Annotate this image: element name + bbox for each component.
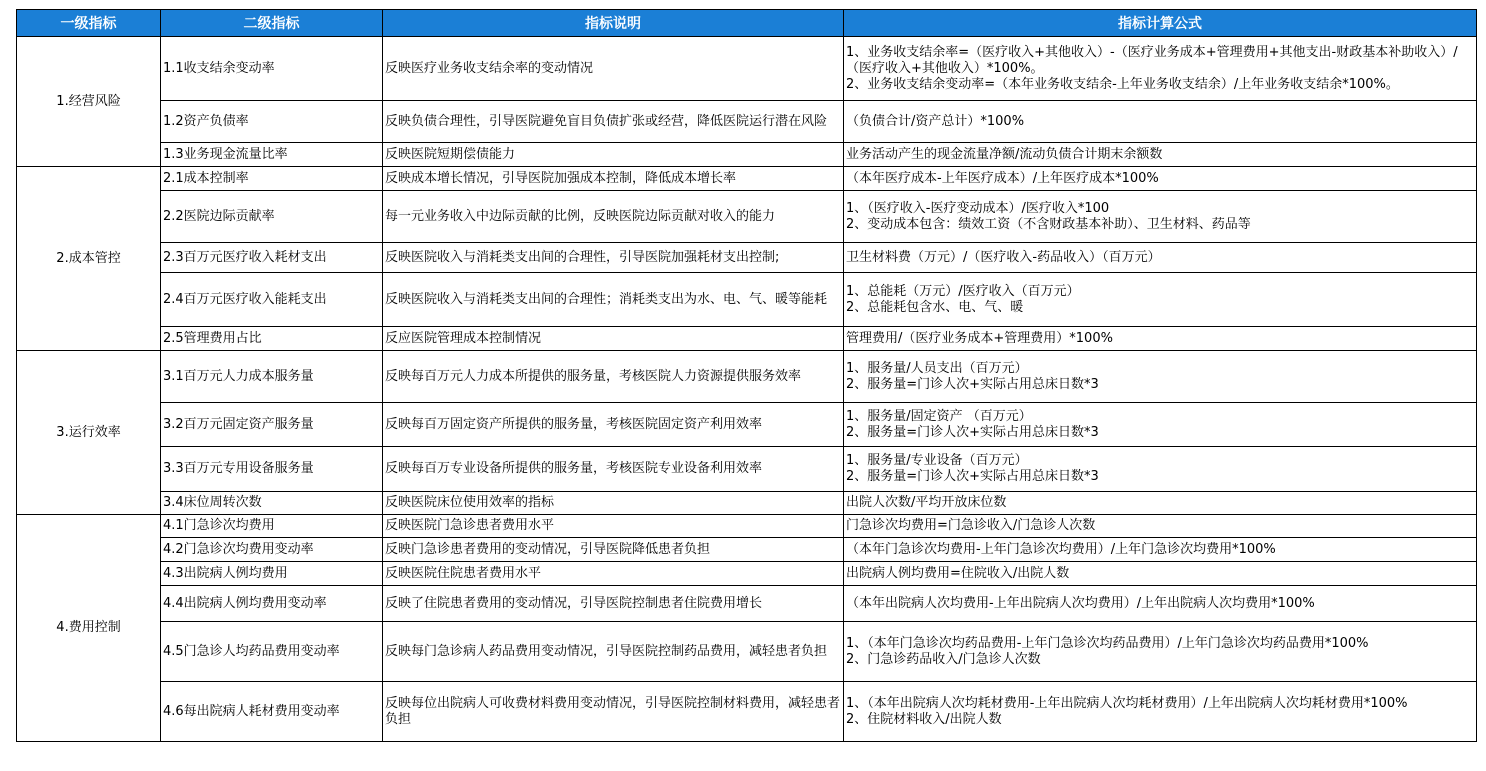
table-row	[17, 167, 1477, 191]
level2-indicator: 4.3出院病人例均费用	[161, 562, 383, 586]
header-row	[17, 10, 1477, 37]
indicator-formula: 1、（医疗收入-医疗变动成本）/医疗收入*100 2、变动成本包含：绩效工资（不含财政基本补助）、卫生材料、药品等	[844, 191, 1477, 243]
table-row	[17, 622, 1477, 682]
level1-category: 4.费用控制	[17, 515, 161, 742]
indicator-formula: 1、总能耗（万元）/医疗收入（百万元） 2、总能耗包含水、电、气、暖	[844, 273, 1477, 327]
table-row	[17, 586, 1477, 622]
table-row	[17, 562, 1477, 586]
level1-category: 1.经营风险	[17, 37, 161, 167]
indicator-description: 反映医院门急诊患者费用水平	[383, 515, 844, 538]
indicator-formula: 1、（本年出院病人次均耗材费用-上年出院病人次均耗材费用）/上年出院病人次均耗材费用*100% 2、住院材料收入/出院人数	[844, 682, 1477, 742]
table-row	[17, 37, 1477, 101]
level2-indicator: 2.1成本控制率	[161, 167, 383, 191]
indicator-formula: 管理费用/（医疗业务成本+管理费用）*100%	[844, 327, 1477, 351]
indicator-formula: 业务活动产生的现金流量净额/流动负债合计期末余额数	[844, 143, 1477, 167]
indicator-description: 反映医院住院患者费用水平	[383, 562, 844, 586]
indicator-formula: 1、业务收支结余率=（医疗收入+其他收入）-（医疗业务成本+管理费用+其他支出-财政基本补助收入）/（医疗收入+其他收入）*100%。 2、业务收支结余变动率=（本年业务收支结余-上年业务收支结余）/上年业务收支结余*100%。	[844, 37, 1477, 101]
level2-indicator: 1.1收支结余变动率	[161, 37, 383, 101]
header-level1: 一级指标	[17, 10, 161, 37]
level2-indicator: 4.1门急诊次均费用	[161, 515, 383, 538]
level2-indicator: 4.5门急诊人均药品费用变动率	[161, 622, 383, 682]
indicator-description: 反映医院收入与消耗类支出间的合理性，引导医院加强耗材支出控制;	[383, 243, 844, 273]
table-row	[17, 327, 1477, 351]
level2-indicator: 3.2百万元固定资产服务量	[161, 403, 383, 447]
table-row	[17, 101, 1477, 143]
table-row	[17, 143, 1477, 167]
indicator-formula: 门急诊次均费用=门急诊收入/门急诊人次数	[844, 515, 1477, 538]
indicator-formula: 出院病人例均费用=住院收入/出院人数	[844, 562, 1477, 586]
indicator-formula: 1、服务量/人员支出（百万元） 2、服务量=门诊人次+实际占用总床日数*3	[844, 351, 1477, 403]
indicator-table	[16, 9, 1477, 742]
table-row	[17, 682, 1477, 742]
header-formula: 指标计算公式	[844, 10, 1477, 37]
table-row	[17, 191, 1477, 243]
table-row	[17, 538, 1477, 562]
level2-indicator: 2.4百万元医疗收入能耗支出	[161, 273, 383, 327]
indicator-formula: （本年门急诊次均费用-上年门急诊次均费用）/上年门急诊次均费用*100%	[844, 538, 1477, 562]
table-row	[17, 515, 1477, 538]
table-row	[17, 447, 1477, 492]
indicator-formula: （本年医疗成本-上年医疗成本）/上年医疗成本*100%	[844, 167, 1477, 191]
level2-indicator: 2.3百万元医疗收入耗材支出	[161, 243, 383, 273]
level2-indicator: 4.4出院病人例均费用变动率	[161, 586, 383, 622]
indicator-formula: （本年出院病人次均费用-上年出院病人次均费用）/上年出院病人次均费用*100%	[844, 586, 1477, 622]
indicator-description: 反映每百万元人力成本所提供的服务量，考核医院人力资源提供服务效率	[383, 351, 844, 403]
level1-category: 2.成本管控	[17, 167, 161, 351]
level2-indicator: 1.2资产负债率	[161, 101, 383, 143]
indicator-description: 反映门急诊患者费用的变动情况，引导医院降低患者负担	[383, 538, 844, 562]
level2-indicator: 2.2医院边际贡献率	[161, 191, 383, 243]
indicator-description: 反映医院收入与消耗类支出间的合理性；消耗类支出为水、电、气、暖等能耗	[383, 273, 844, 327]
level2-indicator: 3.1百万元人力成本服务量	[161, 351, 383, 403]
indicator-formula: 出院人次数/平均开放床位数	[844, 492, 1477, 515]
table-row	[17, 243, 1477, 273]
table-row	[17, 351, 1477, 403]
level2-indicator: 4.2门急诊次均费用变动率	[161, 538, 383, 562]
indicator-description: 反映医院短期偿债能力	[383, 143, 844, 167]
indicator-description: 每一元业务收入中边际贡献的比例，反映医院边际贡献对收入的能力	[383, 191, 844, 243]
indicator-description: 反映每位出院病人可收费材料费用变动情况，引导医院控制材料费用，减轻患者负担	[383, 682, 844, 742]
indicator-description: 反映医院床位使用效率的指标	[383, 492, 844, 515]
table-row	[17, 273, 1477, 327]
level2-indicator: 3.4床位周转次数	[161, 492, 383, 515]
indicator-description: 反映了住院患者费用的变动情况，引导医院控制患者住院费用增长	[383, 586, 844, 622]
level2-indicator: 3.3百万元专用设备服务量	[161, 447, 383, 492]
level1-category: 3.运行效率	[17, 351, 161, 515]
indicator-description: 反映每门急诊病人药品费用变动情况，引导医院控制药品费用，减轻患者负担	[383, 622, 844, 682]
header-level2: 二级指标	[161, 10, 383, 37]
indicator-formula: 1、服务量/专业设备（百万元） 2、服务量=门诊人次+实际占用总床日数*3	[844, 447, 1477, 492]
indicator-formula: （负债合计/资产总计）*100%	[844, 101, 1477, 143]
level2-indicator: 1.3业务现金流量比率	[161, 143, 383, 167]
level2-indicator: 2.5管理费用占比	[161, 327, 383, 351]
table-row	[17, 403, 1477, 447]
indicator-description: 反映成本增长情况，引导医院加强成本控制，降低成本增长率	[383, 167, 844, 191]
indicator-description: 反映每百万固定资产所提供的服务量，考核医院固定资产利用效率	[383, 403, 844, 447]
indicator-formula: 1、（本年门急诊次均药品费用-上年门急诊次均药品费用）/上年门急诊次均药品费用*100% 2、门急诊药品收入/门急诊人次数	[844, 622, 1477, 682]
indicator-formula: 1、服务量/固定资产 （百万元） 2、服务量=门诊人次+实际占用总床日数*3	[844, 403, 1477, 447]
indicator-formula: 卫生材料费（万元）/（医疗收入-药品收入）（百万元）	[844, 243, 1477, 273]
indicator-description: 反应医院管理成本控制情况	[383, 327, 844, 351]
header-description: 指标说明	[383, 10, 844, 37]
indicator-description: 反映每百万专业设备所提供的服务量，考核医院专业设备利用效率	[383, 447, 844, 492]
indicator-description: 反映负债合理性，引导医院避免盲目负债扩张或经营，降低医院运行潜在风险	[383, 101, 844, 143]
table-row	[17, 492, 1477, 515]
indicator-description: 反映医疗业务收支结余率的变动情况	[383, 37, 844, 101]
level2-indicator: 4.6每出院病人耗材费用变动率	[161, 682, 383, 742]
